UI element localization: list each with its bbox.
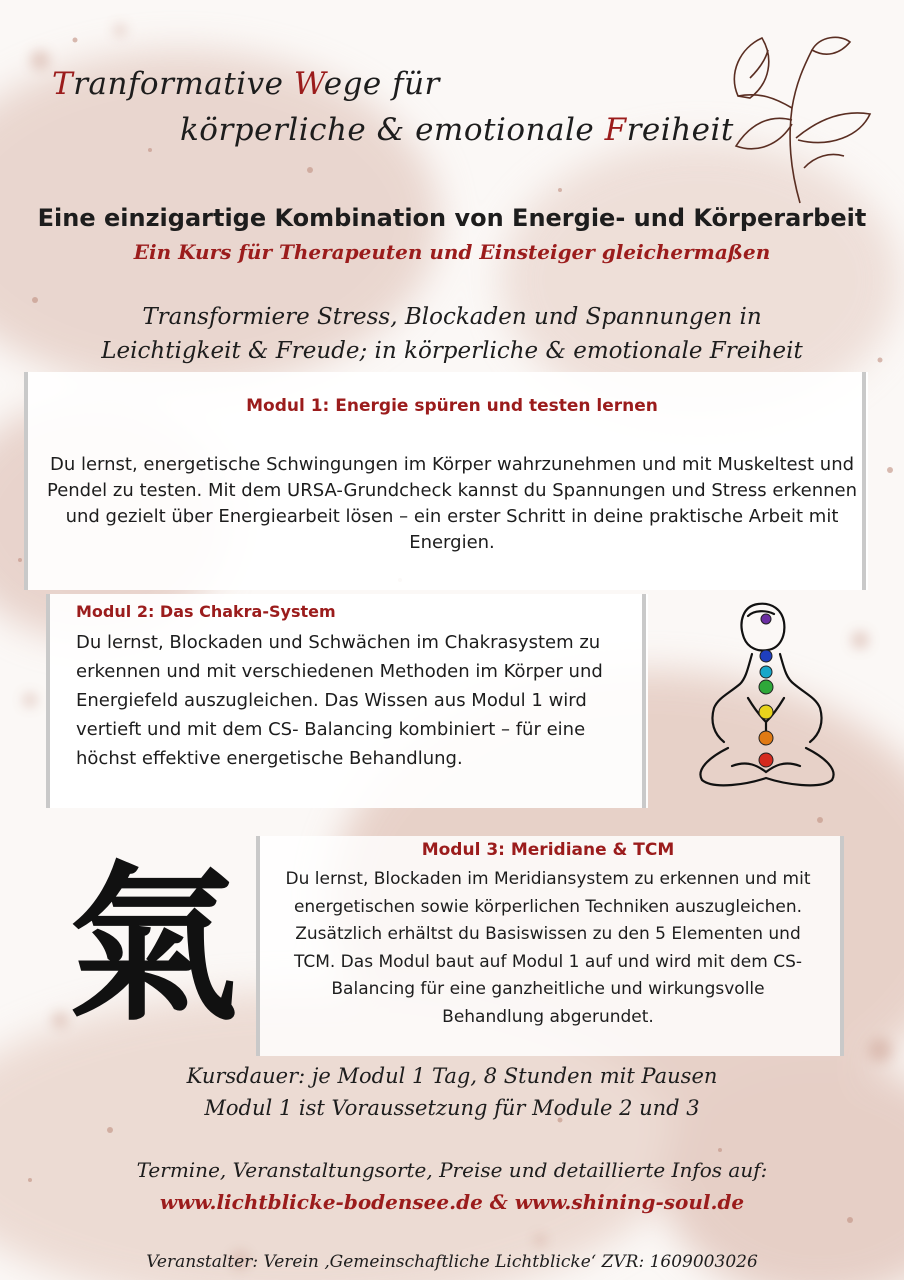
organizer-line: Veranstalter: Verein ‚Gemeinschaftliche Lichtblicke‘ ZVR: 1609003026 [146, 1252, 758, 1272]
headline: Eine einzigartige Kombination von Energie- und Körperarbeit [37, 204, 867, 232]
module-3-right-line [840, 836, 844, 1056]
chakra-heart-icon [759, 680, 773, 694]
qi-calligraphy-icon: 氣 [68, 845, 239, 1045]
title-text-reiheit: reiheit [626, 112, 734, 148]
title-text-ranformative: ranformative [73, 66, 294, 102]
title-text-ege-fur: ege für [323, 66, 440, 102]
module-2-title: Modul 2: Das Chakra-System [76, 602, 336, 621]
page-title-line-1 [52, 66, 440, 102]
chakra-throat-icon [760, 666, 772, 678]
meditating-figure-chakras-icon [688, 598, 848, 798]
module-1-title: Modul 1: Energie spüren und testen lernen [246, 396, 658, 416]
info-line: Termine, Veranstaltungsorte, Preise und detaillierte Infos auf: [136, 1158, 768, 1182]
module-3-title: Modul 3: Meridiane & TCM [421, 840, 675, 860]
module-1-text: Du lernst, energetische Schwingungen im Körper wahrzunehmen und mit Muskeltest und Pendel zu testen. Mit dem URSA-Grundcheck kannst du Spannungen und Stress erkennen und gezielt über Energiearbeit lösen – ein erster Schritt in deine praktische Arbeit mit Energien. [46, 454, 858, 553]
chakra-solar-plexus-icon [759, 705, 773, 719]
module-3-left-line [256, 836, 260, 1056]
chakra-sacral-icon [759, 731, 773, 745]
chakra-third-eye-icon [760, 650, 772, 662]
page-title-line-2 [180, 112, 734, 148]
tagline-line-2: Leichtigkeit & Freude; in körperliche & emotionale Freiheit [101, 338, 803, 364]
module-2-left-line [46, 594, 50, 808]
subheadline: Ein Kurs für Therapeuten und Einsteiger gleichermaßen [133, 240, 771, 264]
module-2-text: Du lernst, Blockaden und Schwächen im Chakrasystem zu erkennen und mit verschiedenen Methoden im Körper und Energiefeld auszugleichen. Das Wissen aus Modul 1 wird vertieft und mit dem CS- Balancing kombiniert – für eine höchst effektive energetische Behandlung. [76, 632, 603, 769]
title-initial-f: F [604, 112, 627, 148]
title-initial-t: T [52, 66, 74, 102]
title-text-korperliche: körperliche & emotionale [180, 112, 605, 148]
module-3-text: Du lernst, Blockaden im Meridiansystem zu erkennen und mit energetischen sowie körperlichen Techniken auszugleichen. Zusätzlich erhältst du Basiswissen zu den 5 Elementen und TCM. Das Modul baut auf Modul 1 auf und wird mit dem CS-Balancing für eine ganzheitliche und wirkungsvolle Behandlung abgerundet. [285, 869, 811, 1027]
course-duration-line-1: Kursdauer: je Modul 1 Tag, 8 Stunden mit Pausen [186, 1064, 718, 1088]
chakra-root-icon [759, 753, 773, 767]
title-initial-w: W [293, 66, 324, 102]
course-duration-line-2: Modul 1 ist Voraussetzung für Module 2 und 3 [204, 1096, 700, 1120]
website-links[interactable]: www.lichtblicke-bodensee.de & www.shining-soul.de [159, 1190, 745, 1214]
chakra-crown-icon [761, 614, 771, 624]
module-2-right-line [642, 594, 646, 808]
tagline-line-1: Transformiere Stress, Blockaden und Spannungen in [142, 304, 762, 330]
